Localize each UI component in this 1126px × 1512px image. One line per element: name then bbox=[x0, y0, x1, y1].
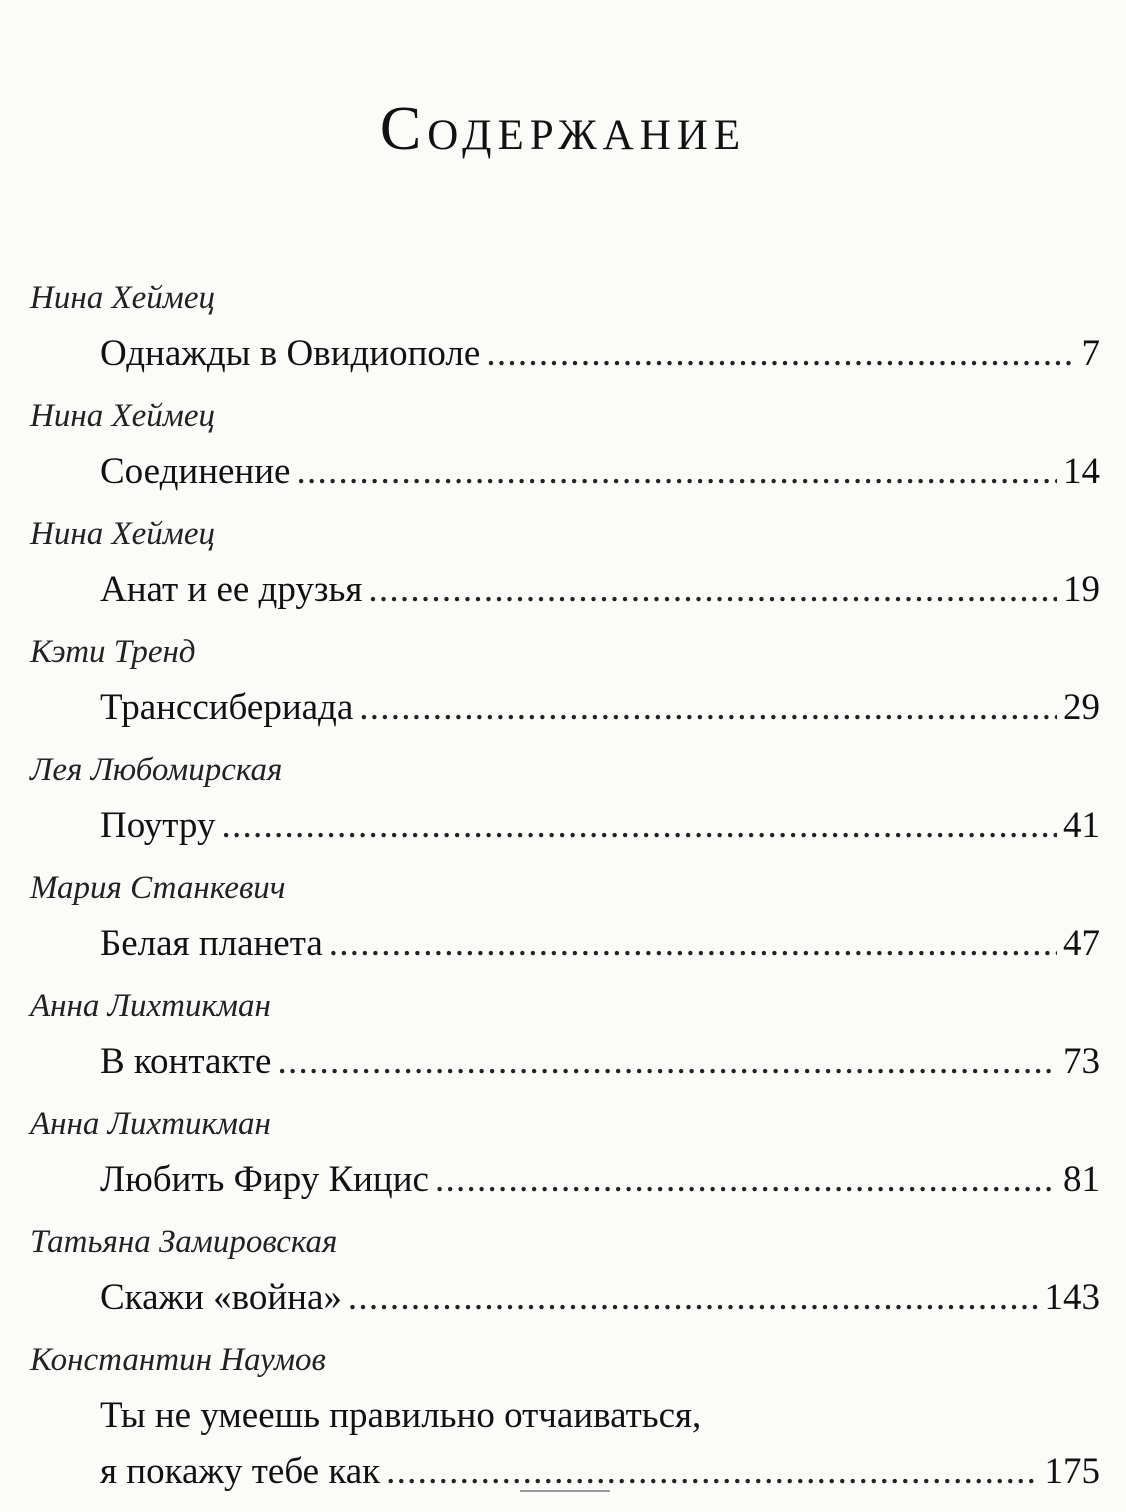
entry-author: Анна Лихтикман bbox=[30, 1106, 271, 1142]
page-title: Содержание bbox=[379, 94, 747, 163]
page-edge-mark bbox=[520, 1490, 610, 1498]
dot-leader bbox=[386, 1450, 1038, 1493]
entry-line bbox=[100, 568, 1100, 624]
entry-line bbox=[100, 1040, 1100, 1096]
entry-author: Константин Наумов bbox=[30, 1342, 326, 1378]
entry-author: Нина Хеймец bbox=[30, 516, 215, 552]
entry-line bbox=[100, 922, 1100, 978]
dot-leader bbox=[296, 450, 1057, 493]
entry-work bbox=[100, 686, 1100, 742]
entry-line bbox=[100, 686, 1100, 742]
dot-leader bbox=[329, 922, 1057, 965]
toc-entry bbox=[30, 988, 1100, 1106]
entry-work bbox=[100, 1040, 1100, 1096]
entry-title: Однажды в Овидиополе bbox=[100, 333, 481, 374]
entry-page-number: 29 bbox=[1063, 687, 1100, 728]
entry-author: Татьяна Замировская bbox=[30, 1224, 338, 1260]
entry-page-number: 143 bbox=[1044, 1277, 1100, 1318]
entry-page-number: 7 bbox=[1081, 333, 1100, 374]
entry-work bbox=[100, 332, 1100, 388]
entry-work bbox=[100, 568, 1100, 624]
dot-leader bbox=[486, 332, 1075, 375]
entry-page-number: 14 bbox=[1063, 451, 1100, 492]
toc-entry bbox=[30, 634, 1100, 752]
entry-title-first-line: Ты не умеешь правильно отчаиваться, bbox=[100, 1395, 702, 1436]
dot-leader bbox=[348, 1276, 1039, 1319]
entry-author: Лея Любомирская bbox=[30, 752, 283, 788]
entry-work bbox=[100, 922, 1100, 978]
entry-title: я покажу тебе как bbox=[100, 1451, 381, 1492]
toc-entry bbox=[30, 752, 1100, 870]
entry-line bbox=[100, 804, 1100, 860]
entry-title: Соединение bbox=[100, 451, 291, 492]
entry-page-number: 73 bbox=[1063, 1041, 1100, 1082]
dot-leader bbox=[277, 1040, 1057, 1083]
entry-title: Анат и ее друзья bbox=[100, 569, 363, 610]
entry-title: В контакте bbox=[100, 1041, 272, 1082]
toc-entry bbox=[30, 280, 1100, 398]
entry-work bbox=[100, 1158, 1100, 1214]
entry-page-number: 81 bbox=[1063, 1159, 1100, 1200]
entry-work bbox=[100, 450, 1100, 506]
entry-page-number: 41 bbox=[1063, 805, 1100, 846]
entry-author: Нина Хеймец bbox=[30, 398, 215, 434]
entry-work bbox=[100, 1276, 1100, 1332]
dot-leader bbox=[435, 1158, 1057, 1201]
entry-work bbox=[100, 804, 1100, 860]
dot-leader bbox=[359, 686, 1057, 729]
entry-line bbox=[100, 332, 1100, 388]
toc-entry bbox=[30, 516, 1100, 634]
toc-entry bbox=[30, 870, 1100, 988]
entry-title: Скажи «война» bbox=[100, 1277, 342, 1318]
toc-entry bbox=[30, 398, 1100, 516]
toc-entry bbox=[30, 1342, 1100, 1512]
entry-author: Мария Станкевич bbox=[30, 870, 286, 906]
table-of-contents bbox=[30, 280, 1100, 1512]
entry-page-number: 47 bbox=[1063, 923, 1100, 964]
dot-leader bbox=[368, 568, 1057, 611]
entry-title: Белая планета bbox=[100, 923, 323, 964]
toc-entry bbox=[30, 1224, 1100, 1342]
dot-leader bbox=[221, 804, 1057, 847]
entry-line bbox=[100, 1276, 1100, 1332]
entry-title: Любить Фиру Кицис bbox=[100, 1159, 429, 1200]
entry-page-number: 19 bbox=[1063, 569, 1100, 610]
entry-title: Поутру bbox=[100, 805, 216, 846]
entry-page-number: 175 bbox=[1044, 1451, 1100, 1492]
toc-entry bbox=[30, 1106, 1100, 1224]
entry-author: Анна Лихтикман bbox=[30, 988, 271, 1024]
entry-author: Нина Хеймец bbox=[30, 280, 215, 316]
entry-line bbox=[100, 450, 1100, 506]
entry-author: Кэти Тренд bbox=[30, 634, 196, 670]
entry-line bbox=[100, 1158, 1100, 1214]
entry-title: Транссибериада bbox=[100, 687, 354, 728]
